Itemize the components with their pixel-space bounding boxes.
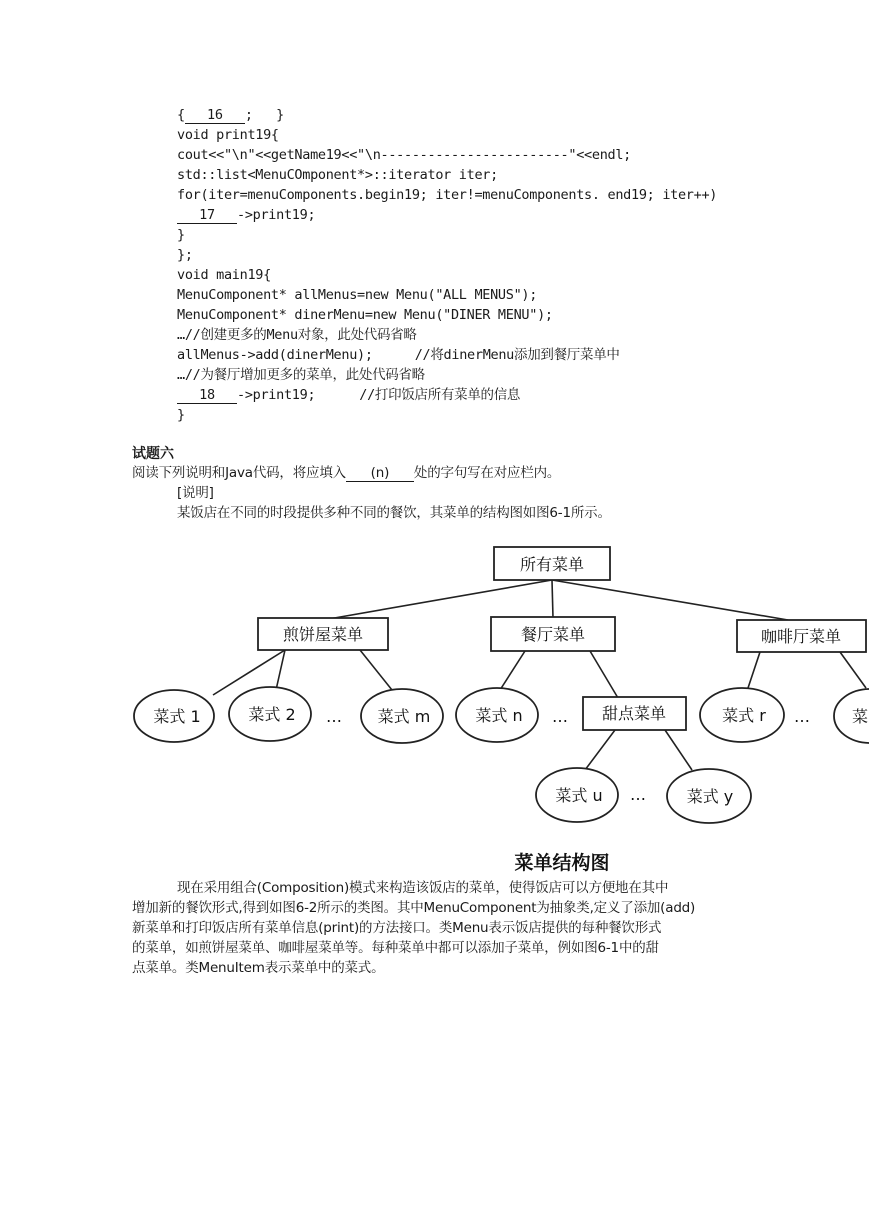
code-line-6: 17 ->print19;: [177, 205, 315, 225]
code-line-8: };: [177, 247, 193, 263]
code-line-13: allMenus->add(dinerMenu); //将dinerMenu添加到餐厅菜单中: [177, 347, 620, 363]
code-line-2: void print19{: [177, 127, 279, 143]
blank-n: (n): [346, 465, 414, 482]
intro-text: 某饭店在不同的时段提供多种不同的餐饮，其菜单的结构图如图6-1所示。: [177, 505, 611, 521]
paragraph-line-3: 新菜单和打印饭店所有菜单信息(print)的方法接口。类Menu表示饭店提供的每种餐饮形式: [132, 920, 662, 936]
code-line-1: { 16 ; }: [177, 107, 284, 123]
code-line-15: 18 ->print19; //打印饭店所有菜单的信息: [177, 385, 520, 405]
cafe-menu-label: 咖啡厅菜单: [760, 627, 842, 646]
dish-m-label: 菜式 m: [377, 707, 431, 726]
dish-y-label: 菜式 y: [686, 787, 734, 806]
description-label: [说明]: [177, 485, 214, 501]
dish-1-label: 菜式 1: [153, 707, 201, 726]
dish-n-label: 菜式 n: [475, 706, 523, 725]
dish-r-label: 菜式 r: [722, 706, 766, 725]
dish-2-label: 菜式 2: [248, 705, 296, 724]
code-comment: //将dinerMenu添加到餐厅菜单中: [414, 347, 620, 363]
restaurant-menu-label: 餐厅菜单: [520, 625, 586, 644]
ellipsis-4: …: [630, 785, 646, 804]
code-line-5: for(iter=menuComponents.begin19; iter!=menuComponents. end19; iter++): [177, 187, 718, 203]
code-line-10: MenuComponent* allMenus=new Menu("ALL MENUS");: [177, 287, 538, 303]
code-line-16: }: [177, 407, 185, 423]
dessert-menu-label: 甜点菜单: [601, 704, 667, 723]
paragraph-line-4: 的菜单，如煎饼屋菜单、咖啡屋菜单等。每种菜单中都可以添加子菜单，例如图6-1中的甜: [132, 940, 659, 956]
root-menu-label: 所有菜单: [519, 555, 585, 574]
section-title: 试题六: [132, 446, 174, 462]
code-line-12: …//创建更多的Menu对象，此处代码省略: [177, 327, 417, 343]
paragraph-line-5: 点菜单。类MenuItem表示菜单中的菜式。: [132, 960, 385, 976]
code-line-3: cout<<"\n"<<getName19<<"\n------------------------"<<endl;: [177, 147, 632, 163]
code-line-14: …//为餐厅增加更多的菜单，此处代码省略: [177, 367, 425, 383]
blank-16: 16: [185, 107, 245, 124]
paragraph-line-2: 增加新的餐饮形式,得到如图6-2所示的类图。其中MenuComponent为抽象类,定义了添加(add): [132, 900, 696, 916]
pancake-menu-label: 煎饼屋菜单: [282, 625, 364, 644]
code-line-7: }: [177, 227, 185, 243]
code-line-4: std::list<MenuCOmponent*>::iterator iter;: [177, 167, 498, 183]
code-comment: //打印饭店所有菜单的信息: [359, 387, 521, 403]
ellipsis-2: …: [552, 707, 568, 726]
code-line-11: MenuComponent* dinerMenu=new Menu("DINER MENU");: [177, 307, 553, 323]
code-line-9: void main19{: [177, 267, 271, 283]
instruction: 阅读下列说明和Java代码，将应填入 (n) 处的字句写在对应栏内。: [132, 465, 561, 481]
blank-17: 17: [177, 207, 237, 224]
ellipsis-3: …: [794, 707, 810, 726]
blank-18: 18: [177, 387, 237, 404]
dish-u-label: 菜式 u: [555, 786, 603, 805]
diagram-caption: 菜单结构图: [514, 852, 610, 874]
paragraph-line-1: 现在采用组合(Composition)模式来构造该饭店的菜单，使得饭店可以方便地在其中: [177, 880, 669, 896]
ellipsis-1: …: [326, 707, 342, 726]
dish-partial-label: 菜: [851, 707, 869, 726]
